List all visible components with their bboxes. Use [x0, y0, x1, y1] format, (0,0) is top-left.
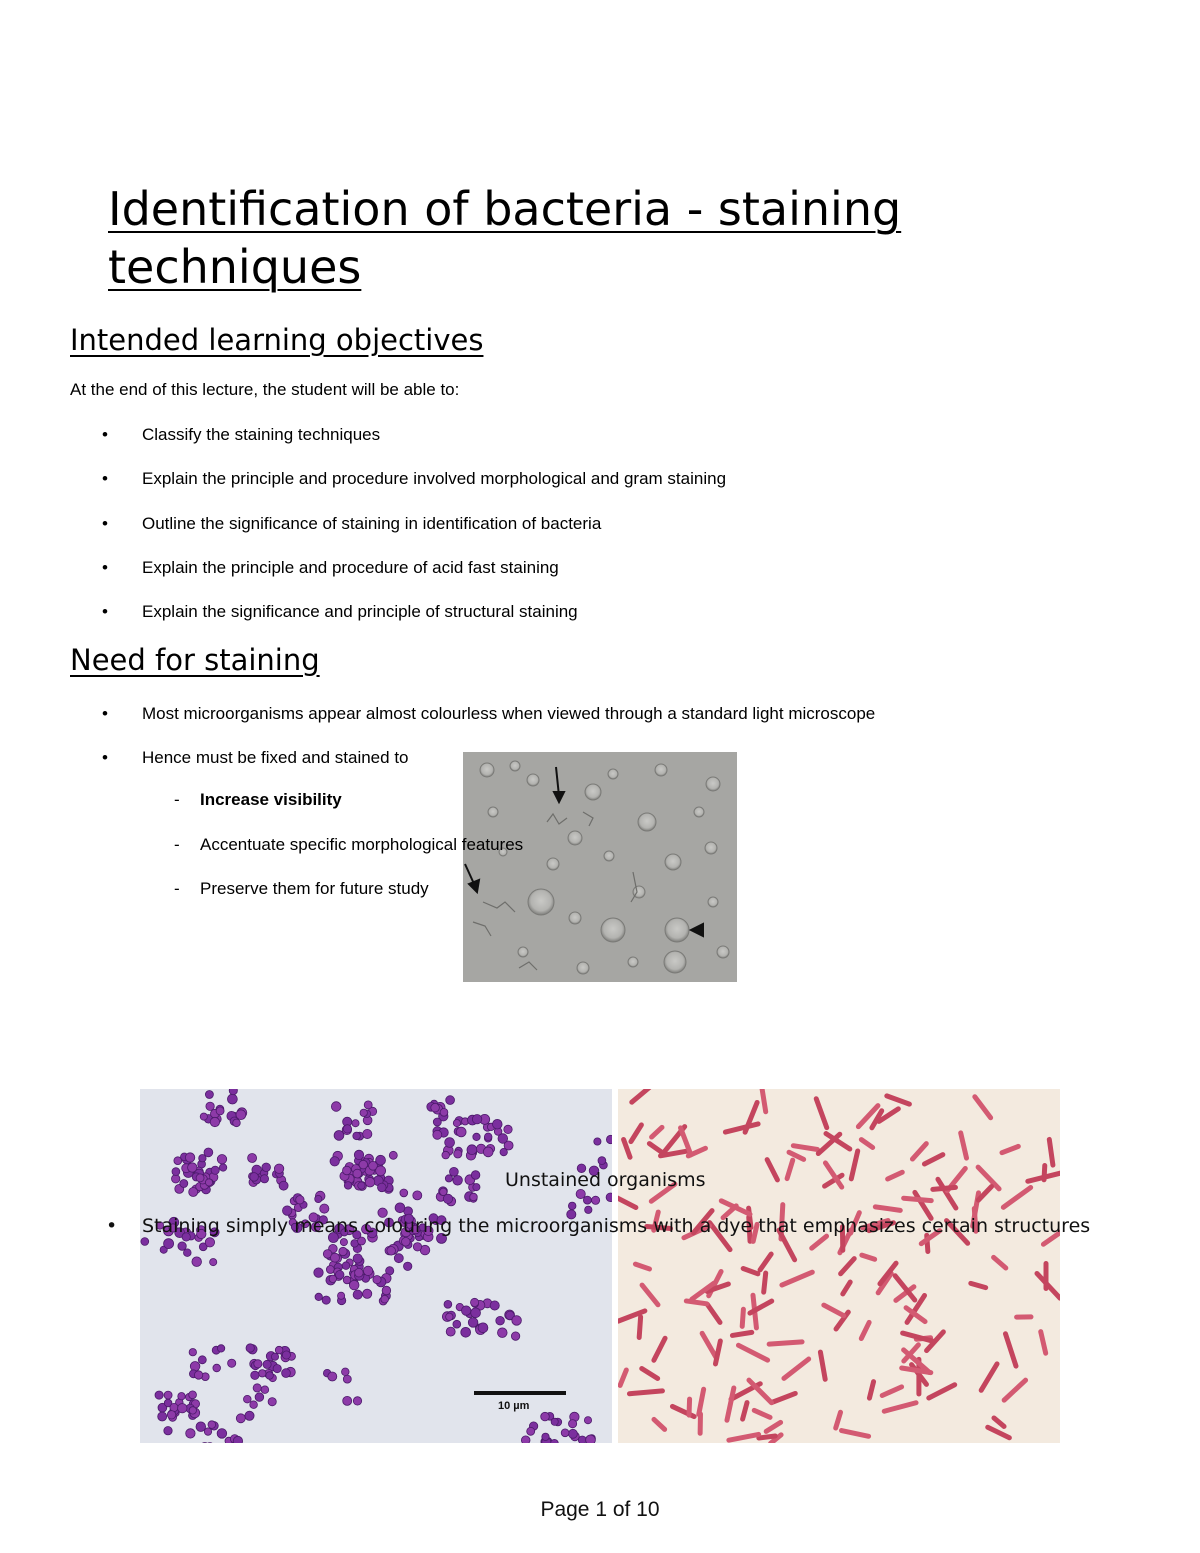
coccus-cell [259, 1370, 266, 1377]
coccus-cell [250, 1401, 258, 1409]
coccus-cell [498, 1134, 508, 1144]
coccus-cell [266, 1372, 274, 1380]
coccus-cell [400, 1189, 408, 1197]
coccus-cell [184, 1249, 192, 1257]
coccus-cell [217, 1429, 227, 1439]
coccus-cell [229, 1089, 237, 1095]
coccus-cell [355, 1268, 364, 1277]
coccus-cell [395, 1203, 405, 1213]
coccus-cell [569, 1420, 577, 1428]
coccus-cell [192, 1257, 202, 1267]
coccus-cell [450, 1167, 459, 1176]
unstained-micrograph [463, 752, 737, 982]
coccus-cell [353, 1254, 362, 1263]
coccus-cell [442, 1151, 450, 1159]
coccus-cell [330, 1157, 339, 1166]
coccus-cell [446, 1313, 453, 1320]
coccus-cell [196, 1174, 204, 1182]
coccus-cell [340, 1239, 347, 1246]
objective-text: Explain the significance and principle of structural staining [142, 602, 578, 621]
coccus-cell [190, 1362, 200, 1372]
coccus-cell [381, 1295, 389, 1303]
coccus-cell [200, 1113, 207, 1120]
coccus-cell [446, 1327, 455, 1336]
bullet-icon: • [102, 704, 108, 723]
objectives-heading: Intended learning objectives [70, 323, 484, 357]
objective-text: Outline the significance of staining in identification of bacteria [142, 514, 602, 533]
coccus-cell [178, 1404, 187, 1413]
figure-caption: Unstained organisms [505, 1169, 706, 1191]
coccus-cell [343, 1276, 351, 1284]
coccus-cell [606, 1135, 612, 1143]
coccus-cell [445, 1175, 452, 1182]
coccus-cell [248, 1154, 257, 1163]
gram-positive-cocci-micrograph [140, 1089, 612, 1443]
coccus-cell [189, 1407, 196, 1414]
coccus-cell [279, 1181, 288, 1190]
coccus-cell [478, 1323, 488, 1333]
coccus-cell [561, 1429, 569, 1437]
coccus-cell [228, 1359, 236, 1367]
coccus-cell [467, 1145, 477, 1155]
coccus-cell [205, 1091, 213, 1099]
coccus-cell [343, 1375, 351, 1383]
coccus-cell [274, 1164, 283, 1173]
coccus-cell [271, 1353, 278, 1360]
coccus-cell [254, 1360, 262, 1368]
coccus-cell [456, 1127, 466, 1137]
coccus-cell [172, 1168, 180, 1176]
coccus-cell [282, 1369, 291, 1378]
document-title: Identification of bacteria - staining techniques [108, 182, 902, 294]
coccus-cell [473, 1133, 480, 1140]
coccus-cell [353, 1169, 362, 1178]
coccus-cell [496, 1316, 505, 1325]
coccus-cell [282, 1351, 290, 1359]
coccus-cell [329, 1275, 336, 1282]
coccus-cell [250, 1173, 259, 1182]
coccus-cell [260, 1175, 268, 1183]
coccus-cell [354, 1150, 363, 1159]
coccus-cell [382, 1286, 391, 1295]
coccus-cell [180, 1180, 188, 1188]
dash-icon: - [174, 835, 180, 854]
bullet-icon: • [102, 748, 108, 767]
coccus-cell [314, 1268, 323, 1277]
coccus-cell [498, 1328, 508, 1338]
coccus-cell [204, 1428, 211, 1435]
coccus-cell [471, 1308, 481, 1318]
coccus-cell [296, 1196, 304, 1204]
coccus-cell [210, 1117, 219, 1126]
coccus-cell [583, 1196, 591, 1204]
objective-text: Explain the principle and procedure of acid fast staining [142, 558, 559, 577]
coccus-cell [443, 1194, 452, 1203]
coccus-cell [444, 1300, 452, 1308]
coccus-cell [453, 1120, 460, 1127]
coccus-cell [186, 1429, 195, 1438]
bullet-icon: • [102, 514, 108, 533]
coccus-cell [470, 1193, 478, 1201]
dash-icon: - [174, 879, 180, 898]
coccus-cell [394, 1254, 403, 1263]
coccus-cell [178, 1242, 186, 1250]
staining-definition-text: Staining simply means colouring the microorganisms with a dye that emphasizes certain structures [142, 1215, 1091, 1237]
coccus-cell [164, 1391, 172, 1399]
coccus-cell [365, 1177, 375, 1187]
coccus-cell [217, 1155, 226, 1164]
coccus-cell [164, 1427, 172, 1435]
coccus-cell [578, 1436, 586, 1443]
coccus-cell [328, 1372, 337, 1381]
coccus-cell [461, 1327, 471, 1337]
coccus-cell [275, 1346, 283, 1354]
coccus-cell [440, 1108, 448, 1116]
bullet-icon: • [102, 425, 108, 444]
coccus-cell [387, 1247, 396, 1256]
coccus-cell [343, 1166, 352, 1175]
coccus-cell [413, 1191, 422, 1200]
coccus-cell [326, 1266, 334, 1274]
coccus-cell [322, 1296, 330, 1304]
coccus-cell [363, 1266, 372, 1275]
coccus-cell [483, 1147, 493, 1157]
coccus-cell [454, 1150, 462, 1158]
coccus-cell [344, 1182, 352, 1190]
coccus-cell [194, 1371, 202, 1379]
coccus-cell [236, 1110, 246, 1120]
coccus-cell [342, 1368, 350, 1376]
dash-icon: - [174, 790, 180, 809]
coccus-cell [199, 1155, 206, 1162]
bullet-icon: • [102, 558, 108, 577]
coccus-cell [217, 1345, 224, 1352]
coccus-cell [261, 1386, 269, 1394]
objective-text: Classify the staining techniques [142, 425, 381, 444]
coccus-cell [472, 1115, 481, 1124]
coccus-cell [389, 1151, 397, 1159]
coccus-cell [353, 1132, 361, 1140]
coccus-cell [606, 1193, 612, 1202]
coccus-cell [433, 1130, 442, 1139]
coccus-cell [352, 1120, 359, 1127]
coccus-cell [363, 1129, 372, 1138]
coccus-cell [500, 1148, 507, 1155]
coccus-cell [255, 1393, 264, 1402]
coccus-cell [233, 1436, 242, 1443]
coccus-cell [189, 1188, 198, 1197]
coccus-cell [315, 1293, 322, 1300]
coccus-cell [233, 1119, 241, 1127]
bullet-icon: • [102, 469, 108, 488]
coccus-cell [205, 1179, 212, 1186]
page-number: Page 1 of 10 [540, 1498, 660, 1521]
coccus-cell [244, 1395, 252, 1403]
coccus-cell [445, 1138, 455, 1148]
coccus-cell [338, 1292, 345, 1299]
coccus-cell [493, 1119, 503, 1129]
coccus-cell [471, 1298, 479, 1306]
coccus-cell [213, 1364, 221, 1372]
coccus-cell [343, 1396, 352, 1405]
coccus-cell [462, 1306, 471, 1315]
coccus-cell [551, 1418, 558, 1425]
coccus-cell [586, 1435, 596, 1443]
rod-cell [686, 1397, 692, 1418]
coccus-cell [178, 1393, 185, 1400]
coccus-cell [164, 1239, 174, 1249]
coccus-cell [468, 1318, 478, 1328]
rod-cell [1044, 1261, 1049, 1291]
cocci-micrograph-art [140, 1089, 612, 1443]
coccus-cell [378, 1183, 387, 1192]
coccus-cell [373, 1276, 381, 1284]
bullet-icon: • [106, 1215, 118, 1237]
coccus-cell [353, 1397, 361, 1405]
coccus-cell [189, 1349, 196, 1356]
coccus-cell [253, 1384, 261, 1392]
coccus-cell [511, 1332, 519, 1340]
coccus-cell [198, 1356, 206, 1364]
coccus-cell [585, 1206, 592, 1213]
coccus-cell [359, 1160, 368, 1169]
rods-micrograph-art [618, 1089, 1060, 1443]
coccus-cell [206, 1102, 214, 1110]
coccus-cell [360, 1109, 367, 1116]
coccus-cell [158, 1412, 167, 1421]
coccus-cell [273, 1365, 281, 1373]
coccus-cell [541, 1412, 550, 1421]
coccus-cell [141, 1238, 149, 1246]
objective-text: Explain the principle and procedure involved morphological and gram staining [142, 469, 727, 488]
need-subitem-text: Accentuate specific morphological features [200, 835, 524, 854]
scale-bar-label: 10 µm [498, 1400, 530, 1412]
coccus-cell [188, 1163, 197, 1172]
coccus-cell [542, 1433, 549, 1440]
coccus-cell [431, 1103, 440, 1112]
coccus-cell [185, 1153, 194, 1162]
coccus-cell [363, 1289, 372, 1298]
coccus-cell [404, 1262, 412, 1270]
coccus-cell [246, 1344, 254, 1352]
coccus-cell [236, 1414, 245, 1423]
coccus-cell [512, 1316, 522, 1326]
coccus-cell [219, 1164, 226, 1171]
coccus-cell [349, 1280, 359, 1290]
coccus-cell [211, 1166, 219, 1174]
coccus-cell [251, 1371, 259, 1379]
coccus-cell [315, 1195, 322, 1202]
coccus-cell [268, 1398, 276, 1406]
coccus-cell [342, 1262, 350, 1270]
coccus-cell [584, 1417, 591, 1424]
coccus-cell [594, 1138, 601, 1145]
coccus-cell [208, 1421, 216, 1429]
coccus-cell [331, 1102, 341, 1112]
coccus-cell [167, 1411, 175, 1419]
coccus-cell [527, 1427, 535, 1435]
coccus-cell [364, 1101, 372, 1109]
coccus-cell [453, 1176, 463, 1186]
coccus-cell [343, 1125, 351, 1133]
coccus-cell [484, 1133, 492, 1141]
coccus-cell [353, 1290, 362, 1299]
coccus-cell [358, 1182, 365, 1189]
need-subitem-text: Increase visibility [200, 790, 342, 809]
coccus-cell [339, 1247, 347, 1255]
coccus-cell [262, 1163, 271, 1172]
gram-negative-rods-micrograph [618, 1089, 1060, 1443]
rod-cell [1014, 1314, 1033, 1319]
coccus-cell [402, 1238, 411, 1247]
coccus-cell [263, 1360, 271, 1368]
coccus-cell [334, 1131, 344, 1141]
coccus-cell [568, 1429, 577, 1438]
coccus-cell [521, 1436, 530, 1443]
objectives-intro: At the end of this lecture, the student will be able to: [70, 380, 460, 399]
coccus-cell [245, 1411, 254, 1420]
coccus-cell [205, 1238, 214, 1247]
coccus-cell [320, 1204, 329, 1213]
coccus-cell [413, 1243, 421, 1251]
coccus-cell [504, 1125, 512, 1133]
need-bullet-text: Hence must be fixed and stained to [142, 748, 409, 767]
coccus-cell [228, 1094, 238, 1104]
coccus-cell [433, 1118, 441, 1126]
staining-definition [106, 1214, 1116, 1238]
coccus-cell [568, 1202, 576, 1210]
unstained-micrograph-art [463, 752, 737, 982]
coccus-cell [471, 1171, 480, 1180]
coccus-cell [216, 1107, 224, 1115]
coccus-cell [592, 1196, 600, 1204]
need-bullet-text: Most microorganisms appear almost colourless when viewed through a standard light microscope [142, 704, 876, 723]
need-subitem-text: Preserve them for future study [200, 879, 429, 898]
coccus-cell [331, 1253, 340, 1262]
coccus-cell [210, 1259, 217, 1266]
bullet-icon: • [102, 602, 108, 621]
coccus-cell [453, 1320, 461, 1328]
coccus-cell [196, 1422, 206, 1432]
coccus-cell [376, 1166, 386, 1176]
need-heading: Need for staining [70, 643, 320, 677]
coccus-cell [446, 1096, 455, 1105]
coccus-cell [155, 1391, 163, 1399]
coccus-cell [189, 1391, 197, 1399]
coccus-cell [473, 1184, 480, 1191]
coccus-cell [598, 1157, 606, 1165]
coccus-cell [490, 1301, 499, 1310]
